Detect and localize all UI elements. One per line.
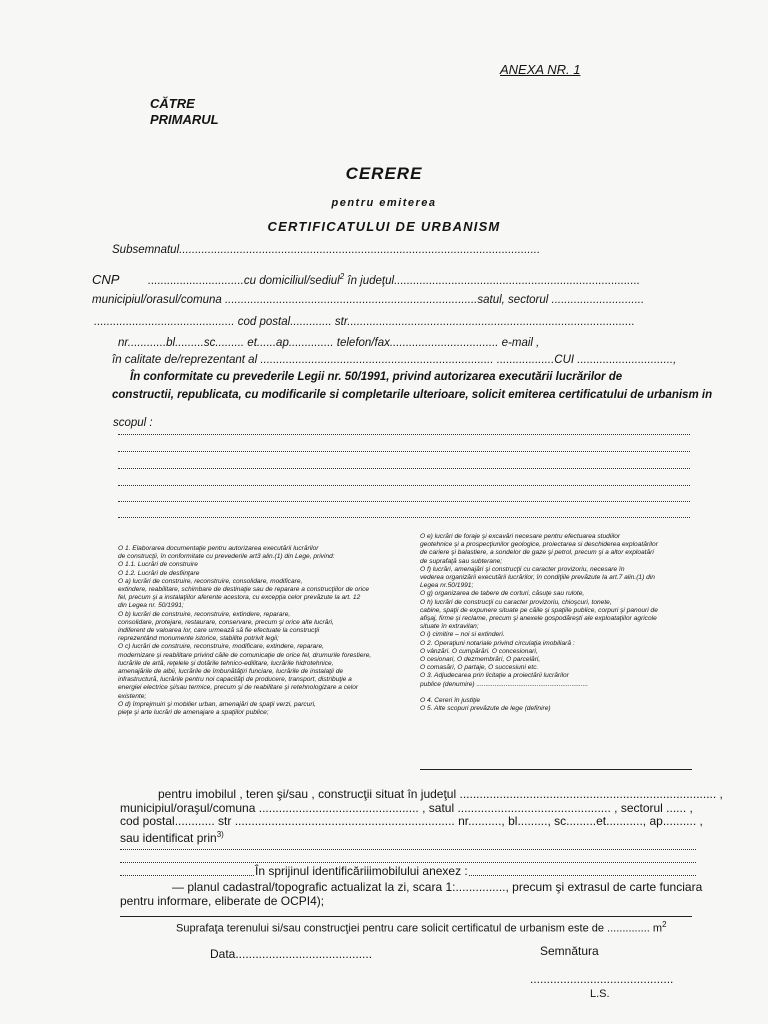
purpose-option[interactable]: O 3. Adjudecarea prin licitaţie a proiectării lucrărilor: [420, 672, 569, 680]
scope-label: scopul :: [113, 417, 153, 429]
scope-line[interactable]: [118, 517, 690, 518]
purpose-option: Legea nr.50/1991;: [420, 582, 474, 590]
scope-line[interactable]: [118, 434, 690, 435]
conformity-text-1: În conformitate cu prevederile Legii nr. 50/1991, privind autorizarea executării lucrărilor de: [130, 371, 623, 383]
purpose-option: extindere, reabilitare, schimbare de destinaţie sau de reparare a construcţiilor de orice: [118, 586, 370, 594]
field-cod-postal[interactable]: ............................................ cod postal............. str..........................................................................................: [94, 316, 635, 328]
purpose-option[interactable]: O 2. Operaţiuni notariale privind circulaţia imobiliară :: [420, 639, 575, 647]
scope-line[interactable]: [118, 468, 690, 469]
field-municipiu[interactable]: municipiul/orasul/comuna ...............................................................................satul, sectorul .............................: [92, 294, 645, 306]
purpose-option[interactable]: O comasări, O partaje, O succesiuni etc.: [420, 664, 539, 672]
purpose-option[interactable]: O 4. Cereri în justiţie: [420, 697, 481, 705]
purpose-option: de suprafaţă sau subterane;: [420, 557, 503, 565]
property-identified[interactable]: [120, 830, 224, 845]
identified-label: sau identificat prin: [120, 831, 217, 845]
purpose-option: publice (denumire) .............................................................: [420, 680, 589, 688]
purpose-option: afişaj, firme şi reclame, precum şi anexele gospodăreşti ale exploataţiilor agricole: [420, 615, 657, 623]
purpose-option[interactable]: O d) împrejmuiri şi mobilier urban, amenajări de spaţii verzi, parcuri,: [118, 700, 316, 708]
purpose-option: reprezentând monumente istorice, stabilite potrivit legii;: [118, 635, 279, 643]
purpose-option[interactable]: O g) organizarea de tabere de corturi, căsuţe sau rulote,: [420, 590, 585, 598]
annex-intro: În sprijinul identificăriiimobilului anexez :: [255, 864, 468, 878]
purpose-option: [420, 689, 710, 697]
purpose-option: pieţe şi arte lucrări de amenajare a spaţiilor publice;: [118, 709, 269, 717]
purpose-option[interactable]: O cesionari, O dezmembrări, O parcelări,: [420, 656, 541, 664]
document-type: CERTIFICATULUI DE URBANISM: [267, 219, 501, 234]
purpose-option[interactable]: O a) lucrări de construire, reconstruire, consolidare, modificare,: [118, 577, 303, 585]
purpose-option[interactable]: O e) lucrări de foraje şi excavări necesare pentru efectuarea studiilor: [420, 533, 621, 540]
purpose-option[interactable]: O f) lucrări, amenajări şi construcţii cu caracter provizoriu, necesare în: [420, 565, 625, 573]
purposes-divider: [420, 769, 692, 770]
field-calitate[interactable]: în calitate de/reprezentant al ......................................................................... ..................CUI ..............................,: [112, 354, 677, 366]
field-address-contact[interactable]: nr............bl.........sc......... et......ap.............. telefon/fax.................................. e-mail ,: [118, 337, 540, 349]
cnp-label: CNP: [92, 272, 120, 287]
purpose-option: indiferent de valoarea lor, care urmează să fie efectuate la construcţii: [118, 627, 320, 635]
purpose-option[interactable]: O 1. Elaborarea documentaţie pentru autorizarea executării lucrărilor: [118, 545, 319, 552]
purpose-option: lucrările de artă, reţelele şi dotările tehnico-edilitare, lucrările hidrotehnice,: [118, 659, 334, 667]
field-cnp-domicile[interactable]: [148, 272, 640, 287]
seal-label: L.S.: [590, 988, 610, 1000]
annex-number: ANEXA NR. 1: [500, 62, 581, 77]
purpose-option[interactable]: O b) lucrări de construire, reconstruire, extindere, reparare,: [118, 610, 291, 618]
purpose-option: amenajările de albii, lucrările de îmbunătăţiri funciare, lucrările de instalaţii de: [118, 668, 344, 676]
purpose-option: infrastructură, lucrările pentru noi capacităţi de producere, transport, distribuţie a: [118, 676, 352, 684]
identification-line[interactable]: [120, 862, 696, 863]
purpose-option: cabine, spaţii de expunere situate pe căile şi spaţiile publice, corpuri şi panouri de: [420, 606, 658, 614]
county-field: în judeţul.............................................................................: [347, 274, 641, 287]
cadastral-plan-line: — planul cadastral/topografic actualizat la zi, scara 1:..............., precum şi extrasul de carte funciara: [172, 880, 703, 894]
purpose-option: fel, precum şi a instalaţiilor aferente acestora, cu excepţia celor prevăzute la art. 12: [118, 594, 361, 602]
surface-text: Suprafaţa terenului si/sau construcţiei pentru care solicit certificatul de urbanism este de .............. m: [176, 922, 663, 935]
addressee-line-1: CĂTRE: [150, 96, 195, 111]
footnote-2: 2: [339, 272, 345, 281]
cnp-line: ..............................cu domiciliul/sediul: [148, 274, 340, 287]
purpose-option[interactable]: O 5. Alte scopuri prevăzute de lege (definire): [420, 705, 551, 713]
purpose-option: modernizare şi reabilitare privind căile de comunicaţie de orice fel, drumurile forestiere,: [118, 651, 372, 659]
scope-line[interactable]: [118, 485, 690, 486]
purpose-option: de construcţii, în conformitate cu prevederile art3 alin.(1) din Lege, privind:: [118, 553, 335, 561]
property-line-2[interactable]: municipiul/oraşul/comuna ................................................ , satul .............................................. , sectorul ...... ,: [120, 801, 693, 815]
scope-line[interactable]: [118, 501, 690, 502]
purpose-option: energiei electrice şi/sau termice, precum şi de reabilitare şi retehnologizare a celor: [118, 684, 359, 692]
purpose-option[interactable]: O i) cimitire – noi si extinderi.: [420, 631, 505, 639]
purpose-option: situate în extravilan;: [420, 623, 479, 631]
scope-line[interactable]: [118, 451, 690, 452]
purpose-option: din Legea nr. 50/1991;: [118, 602, 184, 610]
purposes-right-column: [420, 533, 710, 713]
signature-field[interactable]: ...........................................: [530, 972, 674, 986]
purpose-option[interactable]: O c) lucrări de construire, reconstruire, modificare, extindere, reparare,: [118, 643, 324, 651]
purpose-option[interactable]: O 1.1. Lucrări de construire: [118, 561, 198, 569]
purpose-option[interactable]: O vânzări. O cumpărări. O concesionari,: [420, 647, 538, 655]
signature-label: Semnătura: [540, 944, 599, 958]
purpose-option: existente;: [118, 692, 147, 700]
footnote-3: 3): [216, 830, 224, 839]
purpose-option: de cariere şi balastiere, a sondelor de gaze şi petrol, precum şi a altor exploatări: [420, 549, 654, 557]
purpose-option: consolidare, protejare, restaurare, conservare, precum şi orice alte lucrări,: [118, 618, 334, 626]
purpose-option: vederea organizării executării lucrărilor, în condiţiile prevăzute la art.7 alin.(1) din: [420, 574, 655, 582]
purpose-option[interactable]: O 1.2. Lucrări de desfiinţare: [118, 569, 200, 577]
surface-statement[interactable]: [176, 920, 667, 935]
cadastral-plan-line-2: pentru informare, eliberate de OCPI4);: [120, 894, 325, 908]
addressee: [150, 96, 219, 128]
surface-divider: [120, 916, 692, 917]
identification-line[interactable]: [120, 849, 696, 850]
addressee-line-2: PRIMARUL: [150, 112, 219, 127]
purpose-option: geotehnice şi a prospecţiunilor geologice, proiectarea si deschiderea exploatărilor: [420, 541, 658, 549]
conformity-text-2: constructii, republicata, cu modificarile si completarile ulterioare, solicit emiterea certificatului de urbanism in: [112, 389, 713, 401]
document-title: CERERE: [345, 164, 423, 183]
field-subsemnatul[interactable]: Subsemnatul.................................................................................................................: [112, 244, 541, 256]
property-line-1[interactable]: pentru imobilul , teren şi/sau , construcţii situat în judeţul ............................................................................. ,: [158, 787, 723, 801]
purposes-left-column: [118, 545, 403, 717]
document-subtitle: pentru emiterea: [331, 197, 437, 209]
sqm-superscript: 2: [662, 920, 667, 929]
property-line-3[interactable]: cod postal............ str .................................................................. nr.........., bl........., sc.........et..........., ap.......... ,: [120, 814, 703, 828]
purpose-option[interactable]: O h) lucrări de construcţii cu caracter provizoriu, chioşcuri, tonete,: [420, 598, 612, 606]
date-field[interactable]: Data.........................................: [210, 947, 373, 961]
